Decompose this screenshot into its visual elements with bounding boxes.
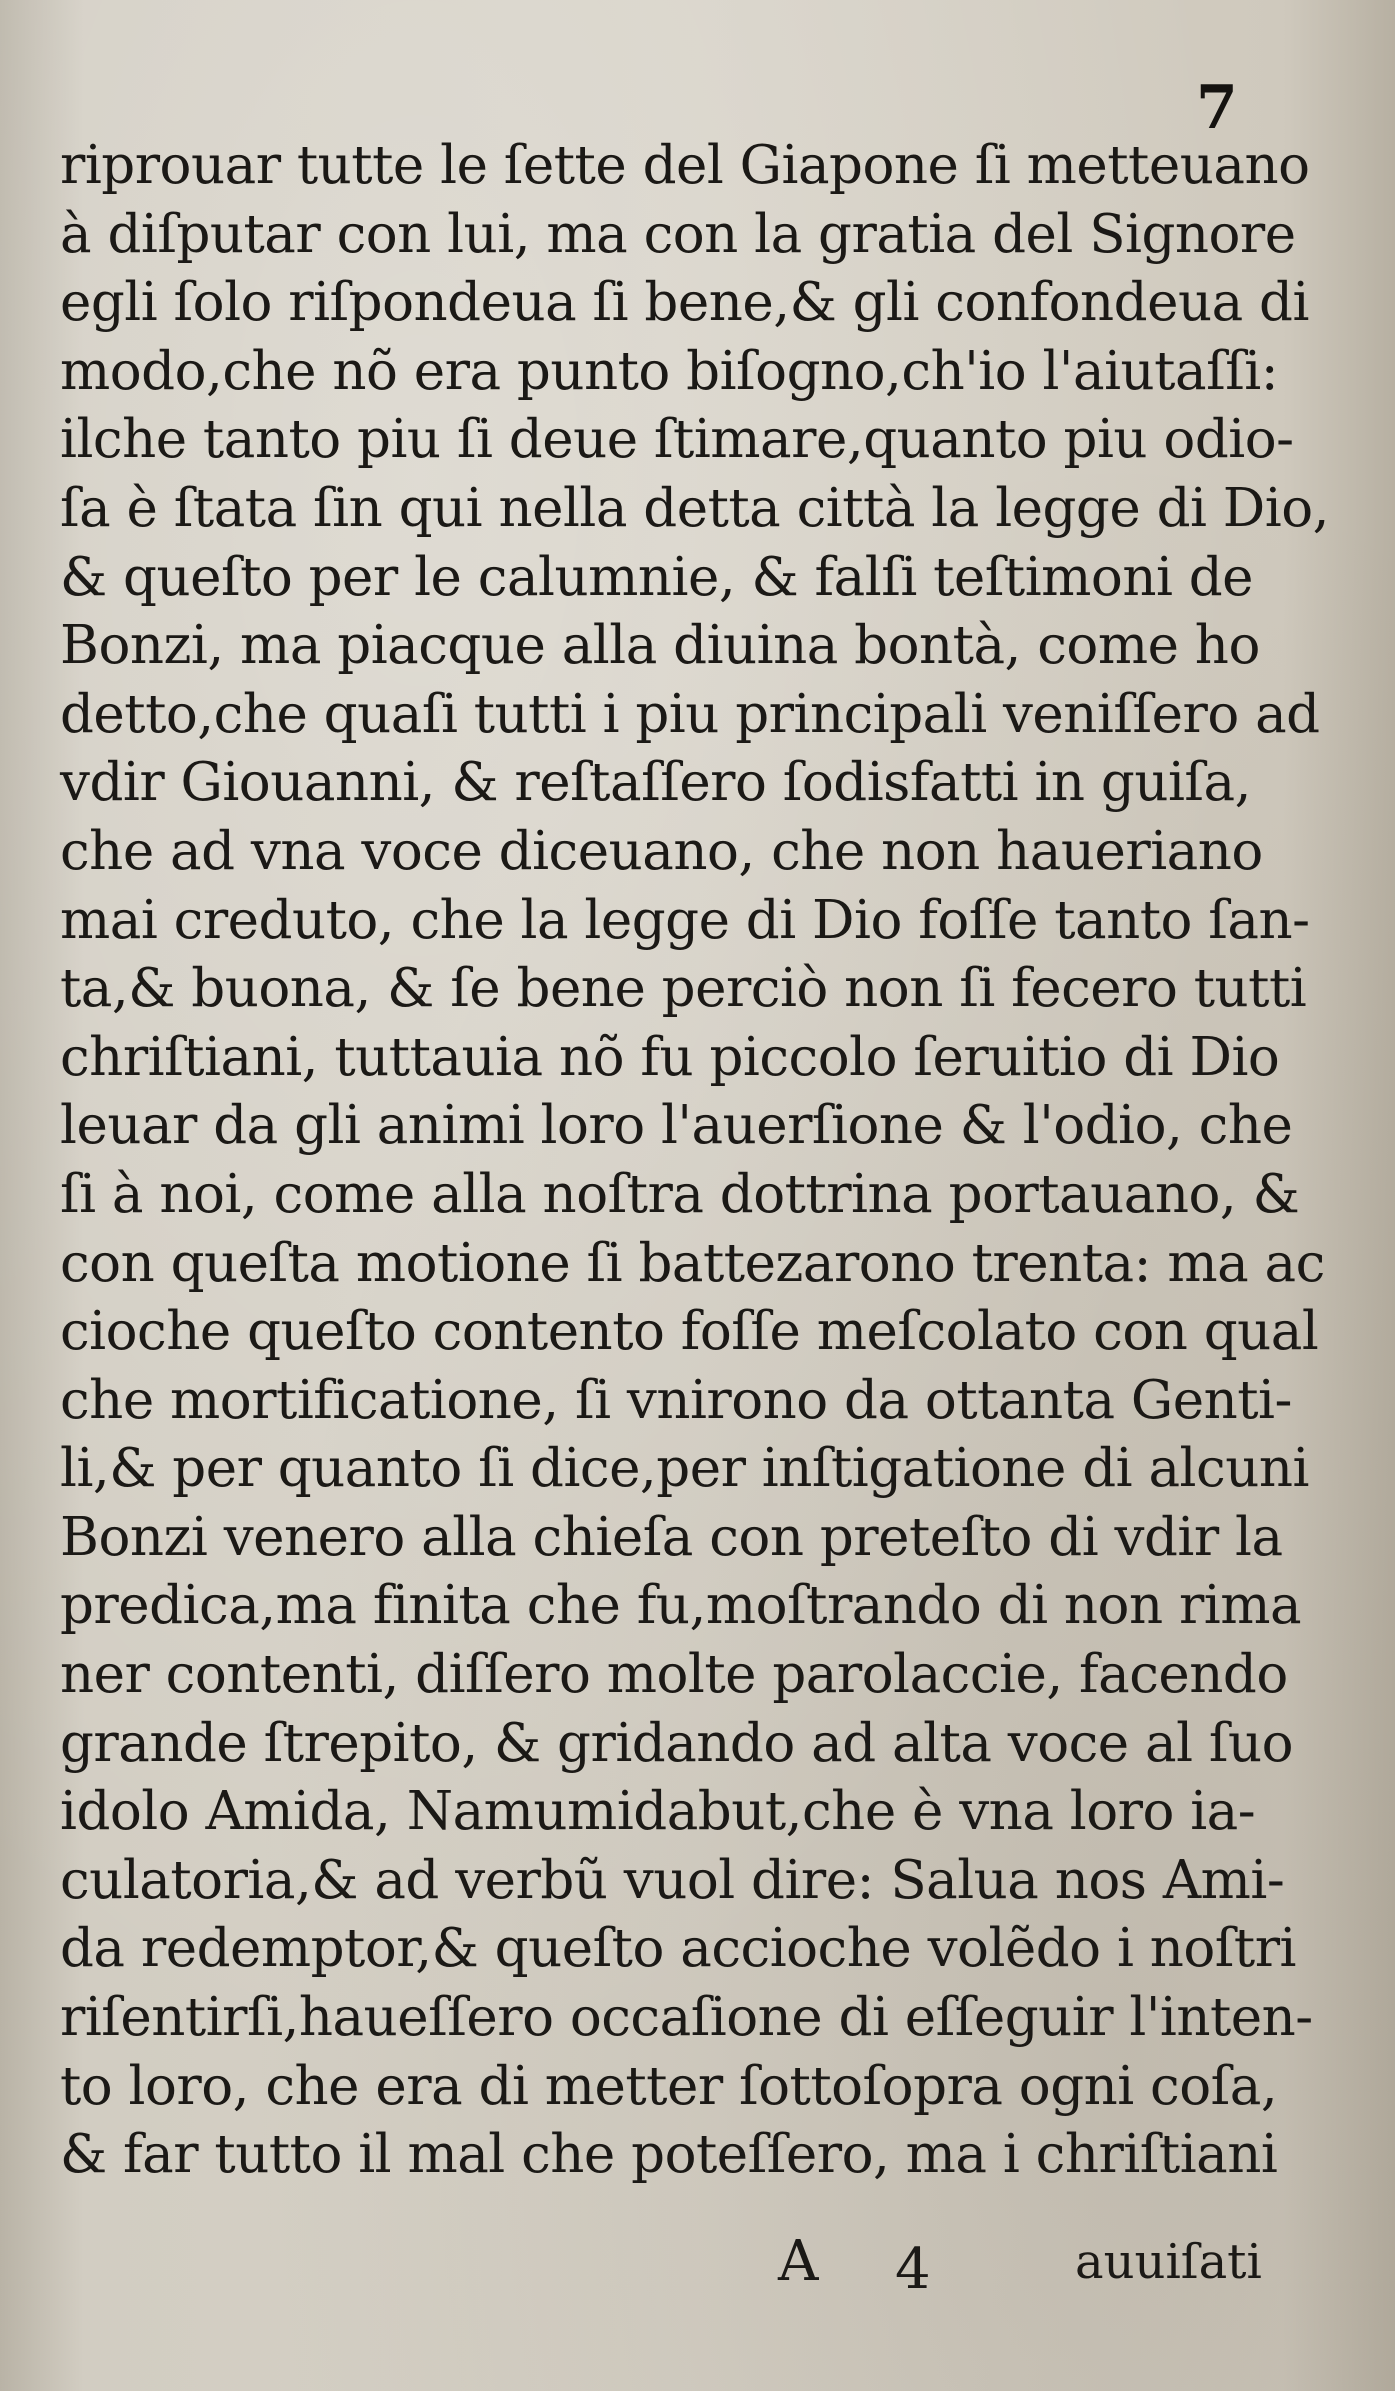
text-line: ſa è ſtata ſin qui nella detta città la legge di Dio, [60, 477, 1329, 539]
signature-mark: A [778, 2229, 819, 2294]
text-line: vdir Giouanni, & reſtaſſero ſodisfatti in guiſa, [60, 752, 1251, 814]
text-line: li,& per quanto ſi dice,per inſtigatione di alcuni [60, 1438, 1309, 1500]
text-line: & far tutto il mal che poteſſero, ma i chriſtiani [60, 2124, 1278, 2186]
text-line: ta,& buona, & ſe bene perciò non ſi fecero tutti [60, 958, 1307, 1020]
text-line: idolo Amida, Namumidabut,che è vna loro ia- [60, 1781, 1256, 1843]
text-line: Bonzi venero alla chieſa con preteſto di vdir la [60, 1506, 1283, 1568]
text-line: mai creduto, che la legge di Dio foſſe tanto ſan- [60, 889, 1310, 951]
text-line: modo,che nõ era punto biſogno,ch'io l'aiutaſſi: [60, 340, 1279, 402]
text-line: riprouar tutte le ſette del Giapone ſi metteuano [60, 135, 1310, 196]
page-footer [0, 2222, 1395, 2302]
page-number: 7 [1196, 73, 1238, 143]
text-line: à diſputar con lui, ma con la gratia del Signore [60, 203, 1296, 265]
text-line: to loro, che era di metter ſottoſopra ogni coſa, [60, 2055, 1278, 2117]
text-line: predica,ma finita che fu,moſtrando di non rima [60, 1575, 1302, 1637]
text-line: che ad vna voce diceuano, che non haueriano [60, 820, 1263, 882]
text-line: ilche tanto piu ſi deue ſtimare,quanto piu odio- [60, 409, 1294, 471]
text-line: culatoria,& ad verbũ vuol dire: Salua nos Ami- [60, 1849, 1285, 1911]
catchword: auuiſati [1075, 2234, 1262, 2290]
sheet-number: 4 [895, 2237, 931, 2302]
text-line: da redemptor,& queſto accioche volẽdo i noſtri [60, 1918, 1296, 1980]
text-line: cioche queſto contento foſſe meſcolato con qual [60, 1301, 1319, 1363]
text-line: Bonzi, ma piacque alla diuina bontà, come ho [60, 615, 1260, 677]
text-line: & queſto per le calumnie, & falſi teſtimoni de [60, 546, 1254, 608]
text-line: che mortificatione, ſi vnirono da ottanta Genti- [60, 1369, 1292, 1431]
text-line: con queſta motione ſi battezarono trenta: ma ac [60, 1232, 1325, 1294]
text-line: detto,che quaſi tutti i piu principali veniſſero ad [60, 683, 1320, 745]
text-line: leuar da gli animi loro l'auerſione & l'odio, che [60, 1095, 1293, 1157]
text-line: chriſtiani, tuttauia nõ fu piccolo ſeruitio di Dio [60, 1026, 1280, 1088]
text-line: ner contenti, diſſero molte parolaccie, facendo [60, 1644, 1288, 1706]
body-text [60, 132, 1329, 2190]
text-line: ſi à noi, come alla noſtra dottrina portauano, & [60, 1163, 1300, 1225]
text-line: egli ſolo riſpondeua ſi bene,& gli confondeua di [60, 272, 1309, 334]
text-line: grande ſtrepito, & gridando ad alta voce al ſuo [60, 1712, 1294, 1774]
text-line: riſentirſi,haueſſero occaſione di eſſeguir l'inten- [60, 1987, 1313, 2049]
